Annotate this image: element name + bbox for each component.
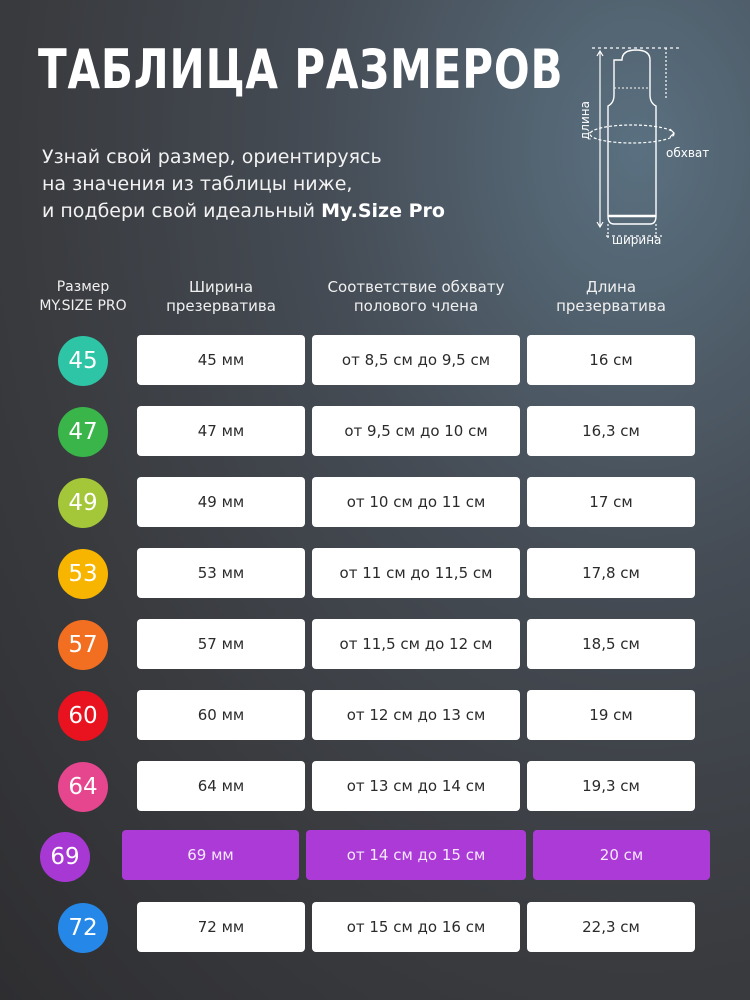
header-girth-line-2: полового члена [353,297,479,315]
length-cell: 19,3 см [527,761,695,811]
girth-cell: от 8,5 см до 9,5 см [312,335,520,385]
size-row [0,335,750,387]
width-cell: 53 мм [137,548,305,598]
size-badge: 69 [40,832,90,882]
size-badge: 57 [58,620,108,670]
header-size-line-1: Размер [56,279,110,295]
size-badge: 64 [58,762,108,812]
subtitle-line-3 [42,198,445,225]
girth-label: обхват [666,146,710,160]
subtitle [42,144,445,225]
size-badge: 49 [58,478,108,528]
size-badge: 53 [58,549,108,599]
width-cell: 64 мм [137,761,305,811]
size-badge: 60 [58,691,108,741]
header-length-line-2: презерватива [556,297,666,315]
length-cell: 20 см [533,830,710,880]
length-cell: 19 см [527,690,695,740]
subtitle-line-1: Узнай свой размер, ориентируясь [42,146,382,168]
header-width-line-2: презерватива [166,297,276,315]
length-cell: 16,3 см [527,406,695,456]
length-cell: 17,8 см [527,548,695,598]
girth-cell: от 10 см до 11 см [312,477,520,527]
girth-cell: от 15 см до 16 см [312,902,520,952]
header-girth-line-1: Соответствие обхвату [327,278,505,296]
header-size-line-2: MY.SIZE PRO [39,298,127,314]
size-row [0,902,750,954]
size-row [0,477,750,529]
width-cell: 49 мм [137,477,305,527]
size-badge: 45 [58,336,108,386]
subtitle-line-2: на значения из таблицы ниже, [42,173,353,195]
header-length-line-1: Длина [585,278,637,296]
header-width-line-1: Ширина [188,278,254,296]
length-cell: 22,3 см [527,902,695,952]
brand-name: My.Size Pro [321,200,445,222]
header-length [527,278,695,316]
header-width [137,278,305,316]
size-badge: 47 [58,407,108,457]
girth-cell: от 11 см до 11,5 см [312,548,520,598]
width-cell: 69 мм [122,830,299,880]
width-cell: 47 мм [137,406,305,456]
width-label: ширина [612,233,662,247]
size-badge: 72 [58,903,108,953]
length-label: длина [578,101,592,140]
width-cell: 57 мм [137,619,305,669]
size-row [0,406,750,458]
girth-cell: от 14 см до 15 см [306,830,526,880]
girth-cell: от 12 см до 13 см [312,690,520,740]
page-title: ТАБЛИЦА РАЗМЕРОВ [38,38,564,101]
size-row [0,619,750,671]
girth-cell: от 13 см до 14 см [312,761,520,811]
size-row [0,548,750,600]
condom-size-diagram [570,40,710,255]
size-row [0,761,750,813]
width-cell: 72 мм [137,902,305,952]
girth-cell: от 11,5 см до 12 см [312,619,520,669]
length-cell: 17 см [527,477,695,527]
width-cell: 45 мм [137,335,305,385]
header-size [18,278,148,316]
size-row-highlighted [0,830,750,882]
header-girth [310,278,522,316]
girth-cell: от 9,5 см до 10 см [312,406,520,456]
subtitle-line-3-prefix: и подбери свой идеальный [42,200,322,222]
length-cell: 18,5 см [527,619,695,669]
length-cell: 16 см [527,335,695,385]
size-row [0,690,750,742]
width-cell: 60 мм [137,690,305,740]
